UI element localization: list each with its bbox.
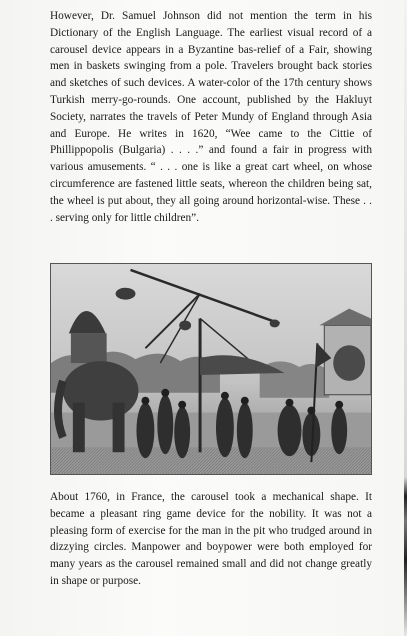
engraving-illustration-icon <box>51 264 371 474</box>
fair-engraving-illustration <box>50 263 372 475</box>
body-paragraph-history: However, Dr. Samuel Johnson did not mention the term in his Dictionary of the English Language. The earliest visual record of a carousel device appears in a Byzantine bas-relief of a Fair, showing men in baskets swinging from a pole. Travelers brought back stories and sketches of such devices. A water-color of the 17th century shows Turkish merry-go-rounds. One account, published by the Hakluyt Society, narrates the travels of Peter Mundy of England through Asia and Europe. He writes in 1620, “Wee came to the Cittie of Phillippopolis (Bulgaria) . . . .” and found a fair in progress with various amusements. “ . . . one is like a great cart wheel, on whose circumference are fastened little seats, whereon the children being sat, the wheel is put about, they all going around horizontal-wise. These . . . serving only for little children”. <box>50 10 372 224</box>
body-paragraph-mechanical: About 1760, in France, the carousel took a mechanical shape. It became a pleasant ring game device for the nobility. It was not a pleasing form of exercise for the man in the pit who trudged around in dizzying circles. Manpower and boypower were both employed for many years as the carousel remained small and did not change greatly in shape or purpose. <box>50 491 372 587</box>
